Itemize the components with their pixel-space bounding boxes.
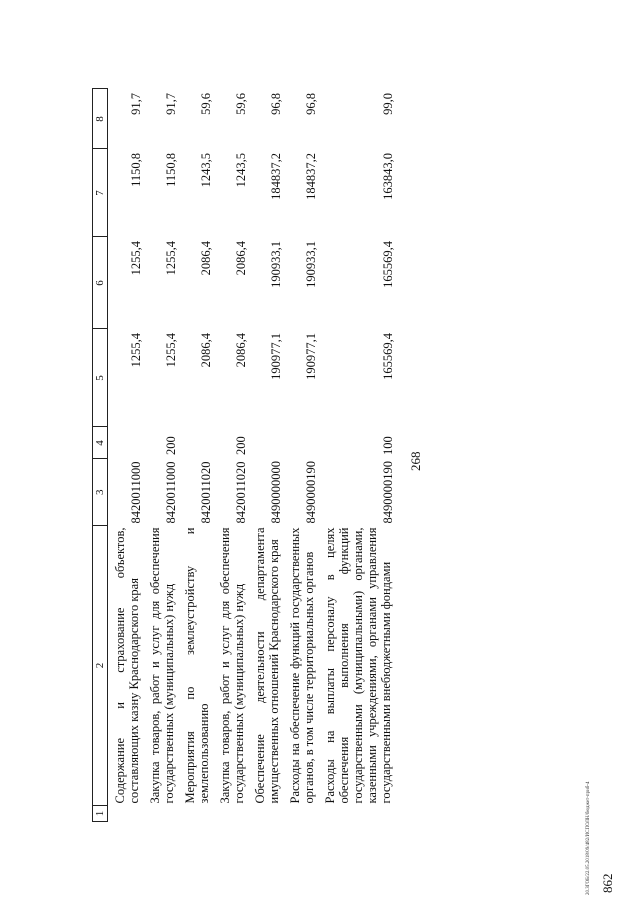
row-indent: [108, 806, 144, 822]
row-indent: [318, 806, 395, 822]
expense-type: [283, 427, 318, 459]
expense-type: 100: [381, 436, 395, 455]
expense-name: Содержание и страхование объектов, составляющих казну Краснодарского края: [113, 527, 141, 804]
expense-type: 200: [164, 436, 178, 455]
column-header: 8: [93, 89, 108, 149]
table-header-row: [93, 89, 108, 822]
row-indent: [178, 806, 213, 822]
table-row: [248, 89, 283, 822]
expense-code: 8420011020: [234, 461, 248, 524]
table-row: [108, 89, 144, 822]
value-column-7: 1243,5: [234, 153, 248, 188]
side-page-number: 862: [600, 873, 615, 893]
column-header: 3: [93, 459, 108, 526]
row-indent: [213, 806, 248, 822]
value-column-8: 96,8: [269, 93, 283, 115]
expense-code: 8420011000: [164, 461, 178, 524]
value-column-6: 165569,4: [381, 241, 395, 288]
value-column-6: 2086,4: [199, 241, 213, 276]
value-column-8: 96,8: [304, 93, 318, 115]
table-row: [213, 89, 248, 822]
value-column-8: 59,6: [199, 93, 213, 115]
column-header: 5: [93, 329, 108, 427]
expense-code: 8420011000: [129, 461, 143, 524]
value-column-6: 1255,4: [164, 241, 178, 276]
footer-stamp: 20.ЗГОБ/22.05.2018/09/482/ИСПОЛН/бюджет-приб-4: [586, 781, 591, 895]
budget-table: [92, 89, 395, 823]
expense-code: 8420011020: [199, 461, 213, 524]
value-column-7: 1243,5: [199, 153, 213, 188]
table-row: [318, 89, 395, 822]
expense-type: [178, 427, 213, 459]
value-column-7: 163843,0: [381, 153, 395, 200]
value-column-8: 91,7: [164, 93, 178, 115]
column-header: 4: [93, 427, 108, 459]
value-column-7: 1150,8: [129, 153, 143, 187]
value-column-6: 2086,4: [234, 241, 248, 276]
expense-name: Расходы на обеспечение функций государственных органов, в том числе территориальных органов: [288, 527, 316, 804]
value-column-8: 59,6: [234, 93, 248, 115]
table-row: [178, 89, 213, 822]
page-number: 268: [408, 451, 423, 471]
column-header: 2: [93, 526, 108, 806]
table-row: [283, 89, 318, 822]
expense-code: 8490000190: [304, 461, 318, 524]
expense-type: 200: [234, 436, 248, 455]
value-column-8: 99,0: [381, 93, 395, 115]
table-row: [143, 89, 178, 822]
value-column-5: 1255,4: [164, 333, 178, 368]
expense-name: Расходы на выплаты персоналу в целях обеспечения выполнения функций государственными (муниципальными) органами, казенными учреждениями, органами управления государственными внебюджетными фондами: [323, 527, 393, 804]
value-column-6: 190933,1: [269, 241, 283, 288]
column-header: 7: [93, 149, 108, 237]
expense-name: Закупка товаров, работ и услуг для обеспечения государственных (муниципальных) нужд: [148, 527, 176, 804]
row-indent: [143, 806, 178, 822]
expense-type: [248, 427, 283, 459]
column-header: 1: [93, 806, 108, 822]
expense-code: 8490000190: [381, 461, 395, 524]
value-column-6: 190933,1: [304, 241, 318, 288]
expense-name: Обеспечение деятельности департамента имущественных отношений Краснодарского края: [253, 527, 281, 804]
value-column-5: 2086,4: [234, 333, 248, 368]
value-column-7: 184837,2: [269, 153, 283, 200]
row-indent: [283, 806, 318, 822]
value-column-5: 190977,1: [304, 333, 318, 380]
value-column-5: 2086,4: [199, 333, 213, 368]
expense-type: [108, 427, 144, 459]
value-column-5: 190977,1: [269, 333, 283, 380]
value-column-8: 91,7: [129, 93, 143, 115]
expense-name: Закупка товаров, работ и услуг для обеспечения государственных (муниципальных) нужд: [218, 527, 246, 804]
value-column-5: 165569,4: [381, 333, 395, 380]
row-indent: [248, 806, 283, 822]
expense-code: 8490000000: [269, 461, 283, 524]
value-column-6: 1255,4: [129, 241, 143, 276]
column-header: 6: [93, 237, 108, 329]
expense-name: Мероприятия по землеустройству и землепользованию: [183, 527, 211, 804]
value-column-7: 184837,2: [304, 153, 318, 200]
value-column-5: 1255,4: [129, 333, 143, 368]
value-column-7: 1150,8: [164, 153, 178, 187]
